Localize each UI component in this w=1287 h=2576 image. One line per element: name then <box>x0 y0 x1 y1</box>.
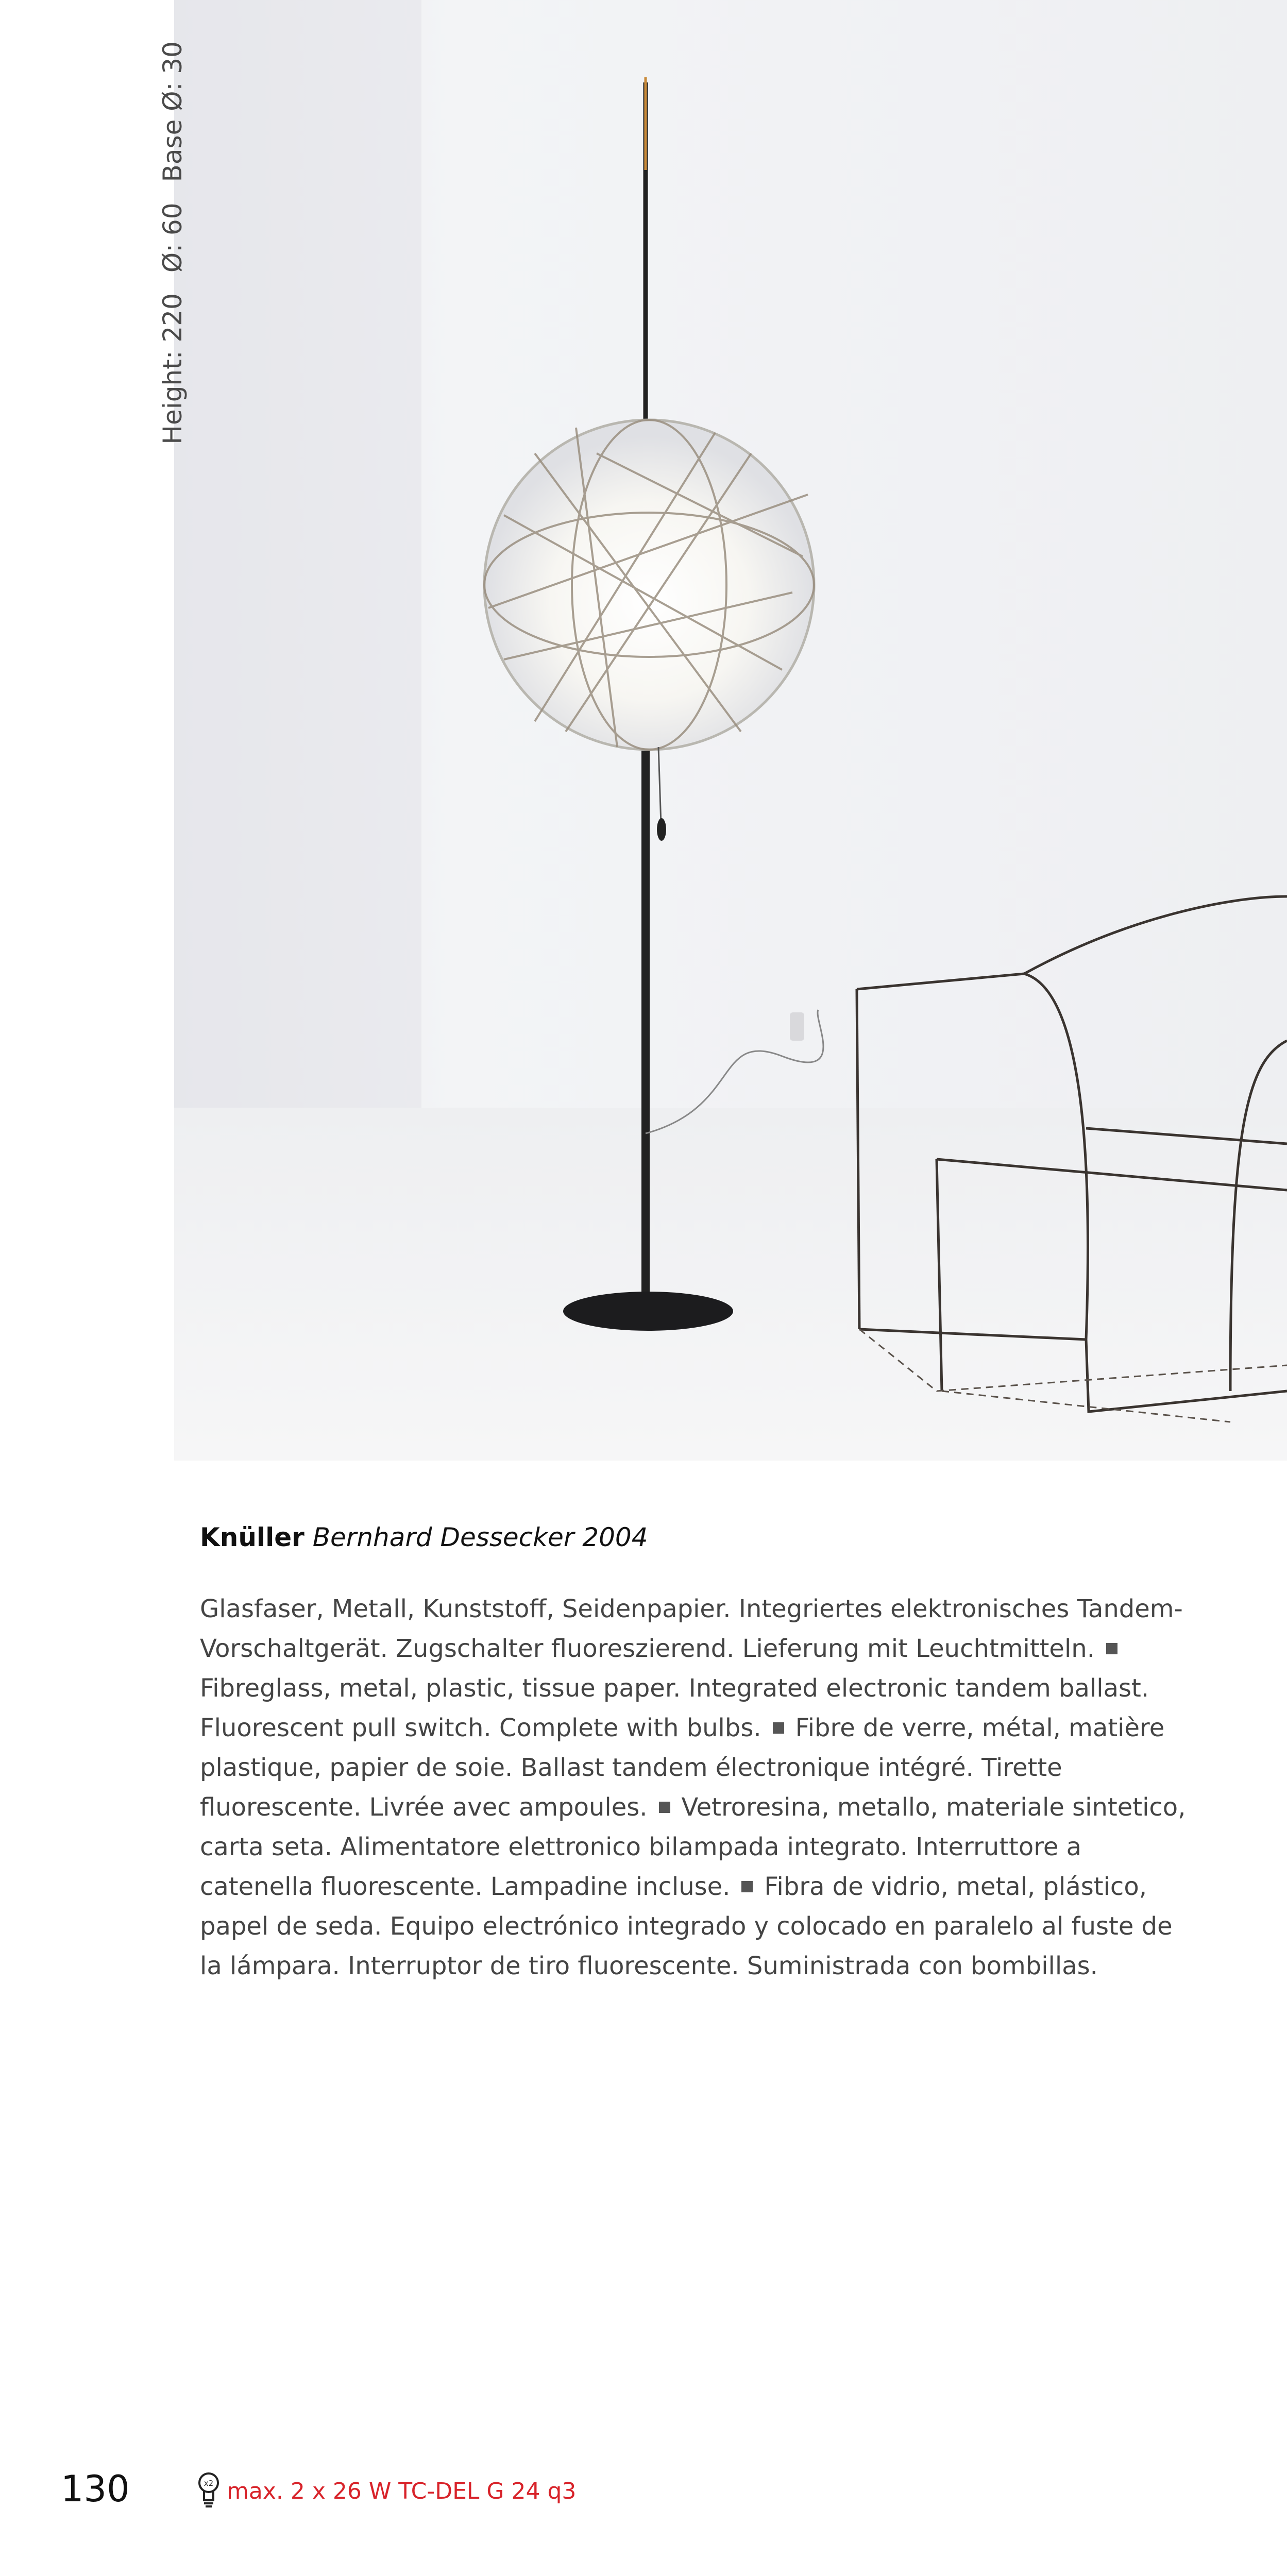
product-name: Knüller <box>200 1522 304 1552</box>
designer-year: Bernhard Dessecker 2004 <box>312 1522 648 1552</box>
separator-square-icon <box>1106 1643 1117 1654</box>
description-spanish: Fibra de vidrio, metal, plástico, papel de seda. Equipo electrónico integrado y colocado en paralelo al fuste de la lámpara. Interruptor de tiro fluorescente. Suministrada con bombillas. <box>200 1872 1173 1980</box>
height-spec: Height: 220 <box>158 293 188 445</box>
description-italian: Vetroresina, metallo, materiale sintetico, carta seta. Alimentatore elettronico bilampada integrato. Interruttore a catenella fluorescente. Lampadine incluse. <box>200 1793 1186 1901</box>
description-english: Fibreglass, metal, plastic, tissue paper. Integrated electronic tandem ballast. Fluorescent pull switch. Complete with bulbs. <box>200 1674 1149 1742</box>
light-bulb-icon <box>197 2470 221 2512</box>
separator-square-icon <box>659 1802 670 1813</box>
description-german: Glasfaser, Metall, Kunststoff, Seidenpapier. Integriertes elektronisches Tandem-Vorschaltgerät. Zugschalter fluoreszierend. Lieferung mit Leuchtmitteln. <box>200 1595 1183 1663</box>
description-french: Fibre de verre, métal, matière plastique, papier de soie. Ballast tandem électronique intégré. Tirette fluorescente. Livrée avec ampoules. <box>200 1714 1165 1822</box>
dimension-specs <box>155 41 191 445</box>
page-number: 130 <box>61 2468 130 2510</box>
lamp-photo-illustration <box>174 0 1287 1461</box>
lamp-spec <box>197 2470 576 2512</box>
svg-text:x2: x2 <box>204 2479 214 2488</box>
lamp-spec-text: max. 2 x 26 W TC-DEL G 24 q3 <box>227 2478 577 2504</box>
product-photo <box>174 0 1287 1461</box>
separator-square-icon <box>773 1722 784 1734</box>
separator-square-icon <box>741 1881 753 1892</box>
product-title <box>200 1522 1205 1552</box>
product-description <box>200 1589 1194 1986</box>
base-diameter-spec: Base Ø: 30 <box>158 41 188 182</box>
diameter-spec: Ø: 60 <box>158 202 188 273</box>
